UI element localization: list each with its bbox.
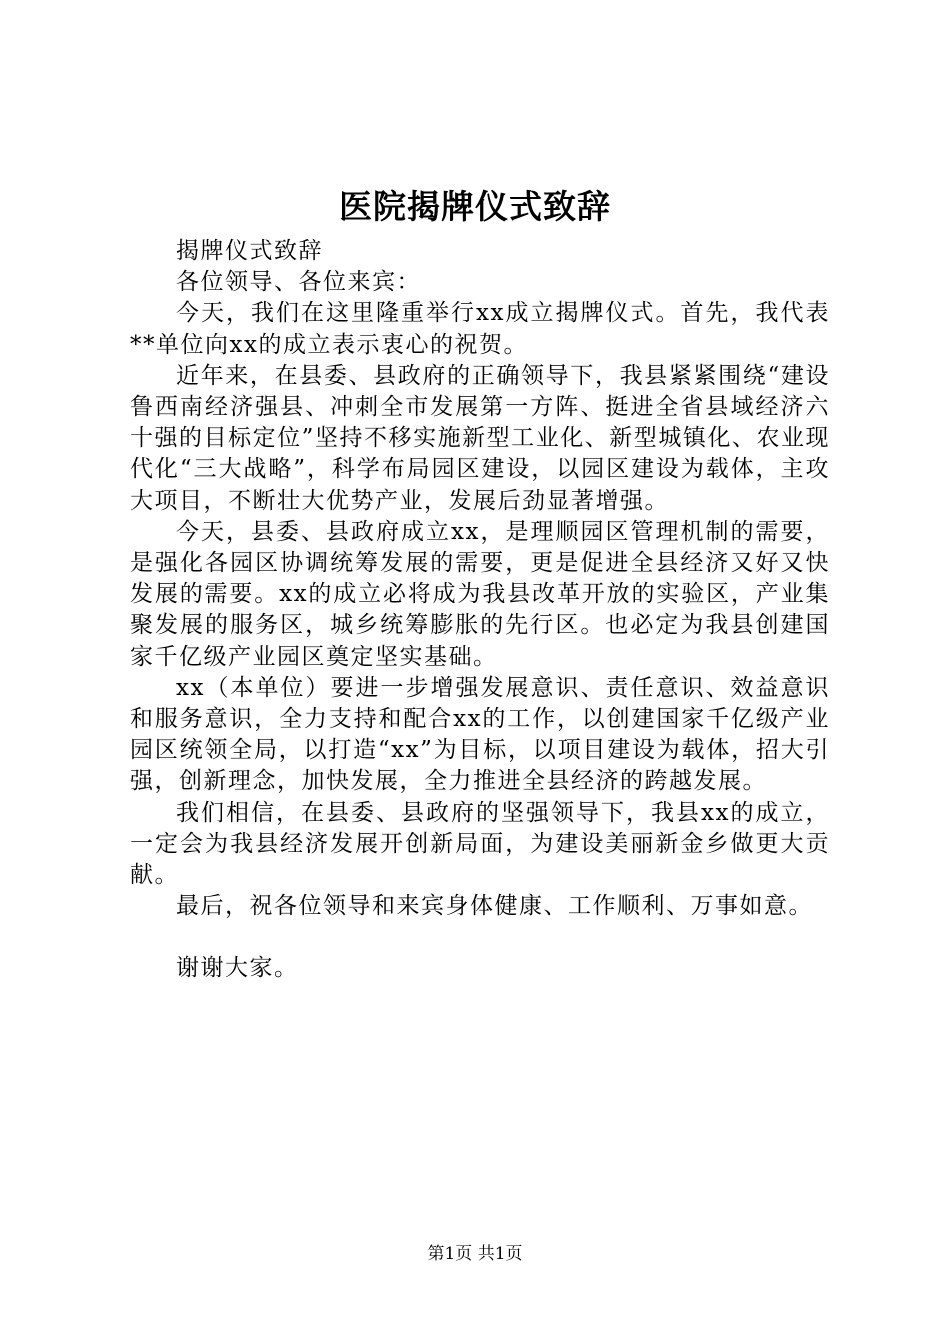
body-paragraph: 今天，县委、县政府成立xx，是理顺园区管理机制的需要，是强化各园区协调统筹发展的需要，更是促进全县经济又好又快发展的需要。xx的成立必将成为我县改革开放的实验区，产业集聚发展的服务区，城乡统筹膨胀的先行区。也必定为我县创建国家千亿级产业园区奠定坚实基础。 bbox=[130, 518, 830, 670]
page-number-footer: 第1页 共1页 bbox=[427, 1244, 523, 1264]
subtitle-paragraph: 揭牌仪式致辞 bbox=[176, 238, 323, 264]
document-body bbox=[130, 236, 830, 985]
salutation-paragraph: 各位领导、各位来宾： bbox=[176, 269, 421, 296]
body-paragraph: 近年来，在县委、县政府的正确领导下，我县紧紧围绕“建设鲁西南经济强县、冲刺全市发展第一方阵、挺进全省县域经济六十强的目标定位”坚持不移实施新型工业化、新型城镇化、农业现代化“三大战略”，科学布局园区建设，以园区建设为载体，主攻大项目，不断壮大优势产业，发展后劲显著增强。 bbox=[130, 362, 830, 514]
body-paragraph: 今天，我们在这里隆重举行xx成立揭牌仪式。首先，我代表**单位向xx的成立表示衷心的祝贺。 bbox=[130, 300, 830, 358]
document-title: 医院揭牌仪式致辞 bbox=[339, 187, 611, 226]
body-paragraph: xx（本单位）要进一步增强发展意识、责任意识、效益意识和服务意识，全力支持和配合xx的工作，以创建国家千亿级产业园区统领全局，以打造“xx”为目标，以项目建设为载体，招大引强，创新理念，加快发展，全力推进全县经济的跨越发展。 bbox=[130, 674, 830, 795]
closing-wishes-paragraph: 最后，祝各位领导和来宾身体健康、工作顺利、万事如意。 bbox=[176, 893, 813, 920]
thanks-paragraph: 谢谢大家。 bbox=[176, 955, 299, 982]
body-paragraph: 我们相信，在县委、县政府的坚强领导下，我县xx的成立，一定会为我县经济发展开创新局面，为建设美丽新金乡做更大贡献。 bbox=[130, 799, 830, 889]
